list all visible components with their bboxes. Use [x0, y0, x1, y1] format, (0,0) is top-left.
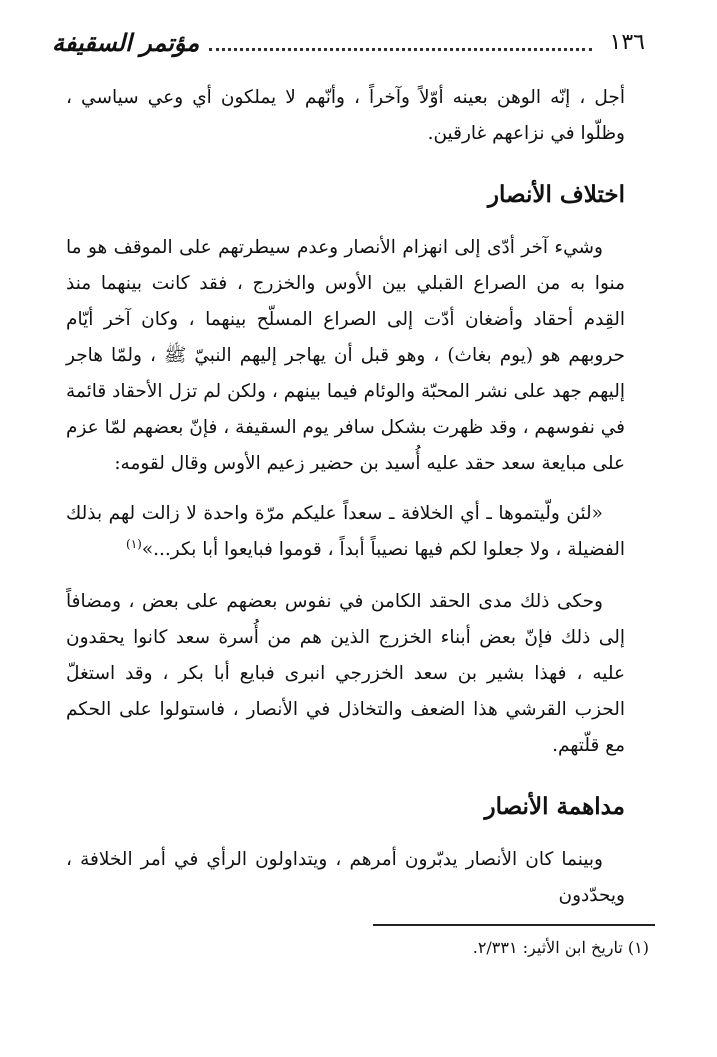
- quote-paragraph: [66, 496, 625, 568]
- section-heading-raid: مداهمة الأنصار: [484, 793, 625, 820]
- page-header: [52, 22, 645, 62]
- intro-paragraph: أجل ، إنّه الوهن بعينه أوّلاً وآخراً ، وأنّهم لا يملكون أي وعي سياسي ، وظلّوا في نزاعهم غارقين.: [66, 87, 625, 144]
- page-body: [66, 80, 625, 914]
- header-dotted-leader: [209, 34, 591, 51]
- quote-text: «لئن ولّيتموها ـ أي الخلافة ـ سعداً عليكم مرّة واحدة لا زالت لهم بذلك الفضيلة ، ولا جعلوا لكم فيها نصيباً أبداً ، قوموا فبايعوا أبا بكر...»: [66, 503, 625, 560]
- footnote-divider: [373, 924, 655, 926]
- book-title: مؤتمر السقيفة: [52, 27, 200, 57]
- body-paragraph-3: وبينما كان الأنصار يدبّرون أمرهم ، ويتداولون الرأي في أمر الخلافة ، ويحدّدون: [66, 849, 625, 906]
- body-paragraph-2: وحكى ذلك مدى الحقد الكامن في نفوس بعضهم على بعض ، ومضافاً إلى ذلك فإنّ بعض أبناء الخزرج الذين هم من أُسرة سعد كانوا يحقدون عليه ، فهذا بشير بن سعد الخزرجي انبرى فبايع أبا بكر ، وقد استغلّ الحزب القرشي هذا الضعف والتخاذل في الأنصار ، فاستولوا على الحكم مع قلّتهم.: [66, 591, 625, 756]
- section-heading-disagreement: اختلاف الأنصار: [487, 181, 625, 208]
- page-number: ١٣٦: [609, 29, 645, 55]
- footnote-reference: (١): [126, 536, 142, 551]
- body-paragraph-1: وشيء آخر أدّى إلى انهزام الأنصار وعدم سيطرتهم على الموقف هو ما منوا به من الصراع القبلي بين الأوس والخزرج ، فقد كانت بينهما منذ القِدم أحقاد وأضغان أدّت إلى الصراع المسلّح بينهما ، وكان آخر أيّام حروبهم هو (يوم بغاث) ، وهو قبل أن يهاجر إليهم النبيّ ﷺ ، ولمّا هاجر إليهم جهد على نشر المحبّة والوئام فيما بينهم ، ولكن لم تزل الأحقاد قائمة في نفوسهم ، وقد ظهرت بشكل سافر يوم السقيفة ، فإنّ بعضهم لمّا عزم على مبايعة سعد حقد عليه أُسيد بن حضير زعيم الأوس وقال لقومه:: [66, 237, 625, 474]
- footnote: (١) تاريخ ابن الأثير: ٢/٣٣١.: [472, 938, 649, 957]
